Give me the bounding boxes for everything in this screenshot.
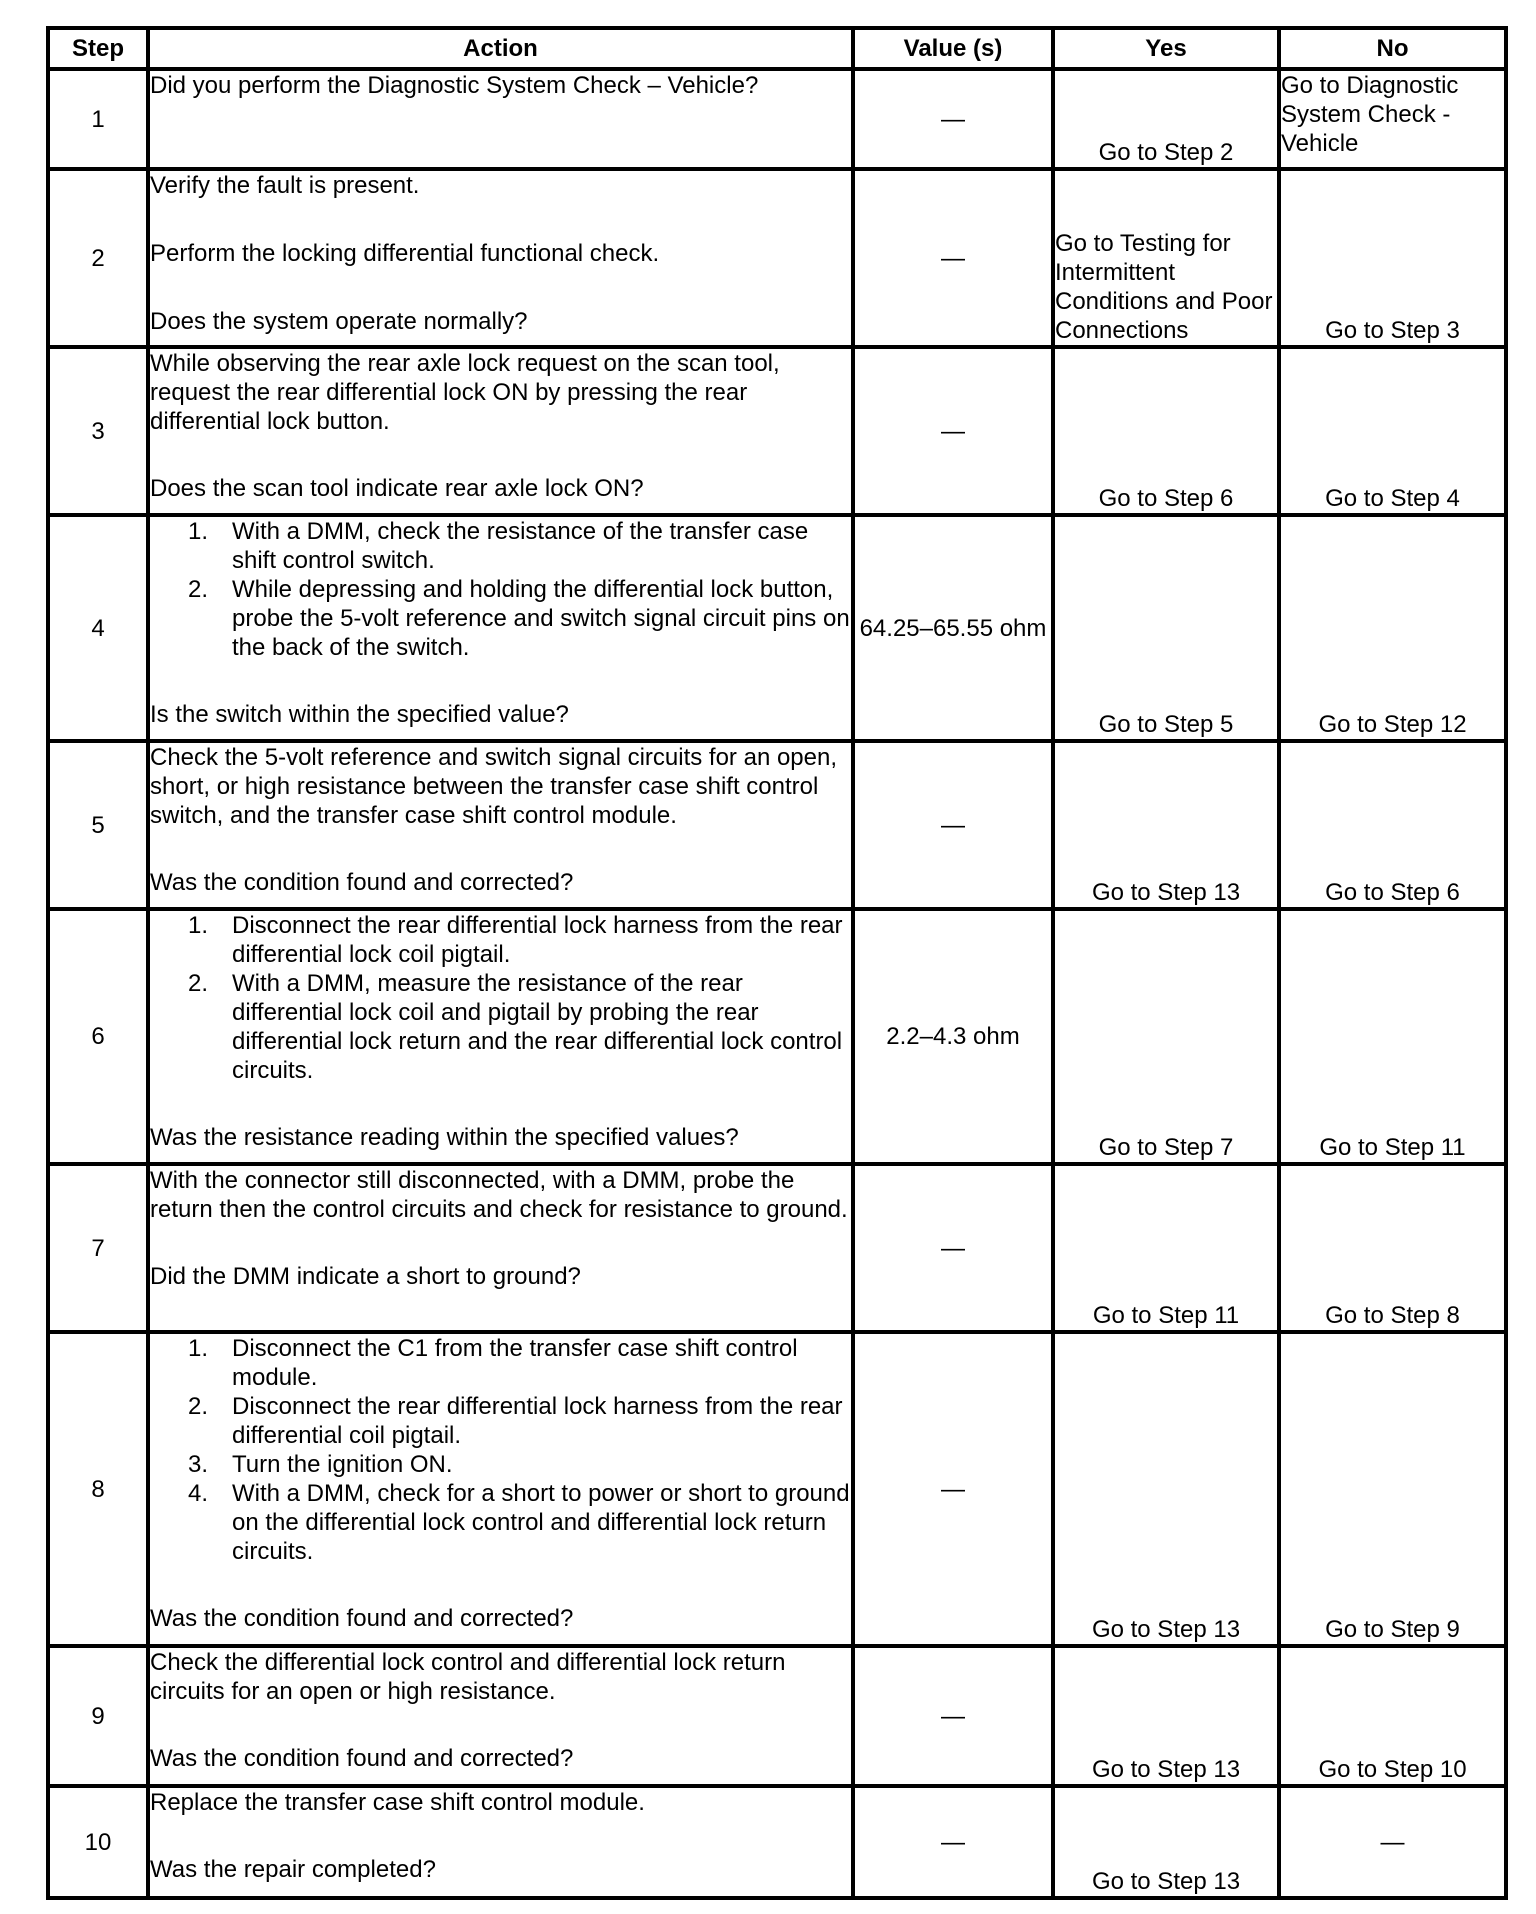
value-cell: —: [853, 741, 1053, 909]
no-cell: Go to Step 12: [1279, 515, 1506, 741]
yes-cell: Go to Step 6: [1053, 347, 1279, 515]
step-number: 7: [48, 1164, 148, 1332]
action-cell: [148, 69, 853, 169]
step-number: 8: [48, 1332, 148, 1646]
list-item: 2. While depressing and holding the differential lock button, probe the 5-volt reference and switch signal circuit pins on the back of the switch.: [187, 576, 850, 661]
action-cell: [148, 515, 853, 741]
action-question: Was the condition found and corrected?: [150, 1745, 574, 1772]
action-text: Did you perform the Diagnostic System Check – Vehicle?: [150, 72, 759, 99]
value-cell: —: [853, 69, 1053, 169]
table-row: [48, 1786, 1506, 1898]
step-number: 5: [48, 741, 148, 909]
yes-cell: Go to Step 11: [1053, 1164, 1279, 1332]
action-cell: [148, 1646, 853, 1786]
yes-cell: Go to Step 13: [1053, 1786, 1279, 1898]
action-steps-list: [150, 517, 851, 662]
no-cell: Go to Step 10: [1279, 1646, 1506, 1786]
yes-cell: Go to Step 13: [1053, 741, 1279, 909]
list-item: 1. Disconnect the rear differential lock harness from the rear differential lock coil pigtail.: [187, 912, 843, 968]
table-row: [48, 1164, 1506, 1332]
no-cell: Go to Step 11: [1279, 909, 1506, 1164]
action-question: Was the condition found and corrected?: [150, 869, 574, 896]
yes-cell: Go to Step 5: [1053, 515, 1279, 741]
action-cell: [148, 909, 853, 1164]
list-item: 4. With a DMM, check for a short to power or short to ground on the differential lock control and differential lock return circuits.: [187, 1480, 850, 1565]
yes-cell: Go to Testing for Intermittent Conditions and Poor Connections: [1053, 169, 1279, 347]
action-cell: [148, 347, 853, 515]
step-number: 2: [48, 169, 148, 347]
action-cell: [148, 1164, 853, 1332]
action-text: Check the differential lock control and differential lock return circuits for an open or high resistance.: [150, 1649, 786, 1705]
no-cell: Go to Step 3: [1279, 169, 1506, 347]
table-row: [48, 909, 1506, 1164]
table-row: [48, 1332, 1506, 1646]
yes-cell: Go to Step 13: [1053, 1646, 1279, 1786]
table-row: [48, 169, 1506, 347]
action-cell: [148, 1786, 853, 1898]
header-yes: Yes: [1053, 28, 1279, 69]
table-row: [48, 515, 1506, 741]
list-item: 1. With a DMM, check the resistance of the transfer case shift control switch.: [187, 518, 809, 574]
no-cell: —: [1279, 1786, 1506, 1898]
value-cell: —: [853, 1164, 1053, 1332]
action-text: Check the 5-volt reference and switch signal circuits for an open, short, or high resistance between the transfer case shift control switch, and the transfer case shift control module.: [150, 744, 838, 829]
header-row: [48, 28, 1506, 69]
yes-cell: Go to Step 13: [1053, 1332, 1279, 1646]
list-item: 2. With a DMM, measure the resistance of the rear differential lock coil and pigtail by probing the rear differential lock return and the rear differential lock control circuits.: [187, 970, 843, 1084]
action-text: While observing the rear axle lock request on the scan tool, request the rear differential lock ON by pressing the rear differential lock button.: [150, 350, 780, 435]
step-number: 6: [48, 909, 148, 1164]
diagnostic-table: [46, 26, 1508, 1900]
header-value: Value (s): [853, 28, 1053, 69]
action-cell: [148, 741, 853, 909]
step-number: 3: [48, 347, 148, 515]
action-text: Replace the transfer case shift control module.: [150, 1789, 645, 1816]
action-text: Verify the fault is present.: [150, 172, 420, 199]
value-cell: 64.25–65.55 ohm: [853, 515, 1053, 741]
no-cell: Go to Diagnostic System Check - Vehicle: [1279, 69, 1506, 169]
no-cell: Go to Step 6: [1279, 741, 1506, 909]
action-question: Does the scan tool indicate rear axle lock ON?: [150, 475, 644, 502]
action-question: Does the system operate normally?: [150, 308, 528, 335]
list-item: 3. Turn the ignition ON.: [187, 1451, 453, 1478]
table-row: [48, 69, 1506, 169]
action-question: Was the repair completed?: [150, 1856, 436, 1883]
step-number: 1: [48, 69, 148, 169]
action-question: Was the condition found and corrected?: [150, 1605, 574, 1632]
no-cell: Go to Step 9: [1279, 1332, 1506, 1646]
action-text: With the connector still disconnected, with a DMM, probe the return then the control circuits and check for resistance to ground.: [150, 1167, 848, 1223]
list-item: 1. Disconnect the C1 from the transfer case shift control module.: [187, 1335, 798, 1391]
action-steps-list: [150, 1334, 851, 1566]
step-number: 9: [48, 1646, 148, 1786]
action-text: Perform the locking differential functional check.: [150, 240, 660, 267]
value-cell: —: [853, 1332, 1053, 1646]
yes-cell: Go to Step 7: [1053, 909, 1279, 1164]
no-cell: Go to Step 4: [1279, 347, 1506, 515]
header-step: Step: [48, 28, 148, 69]
step-number: 10: [48, 1786, 148, 1898]
value-cell: 2.2–4.3 ohm: [853, 909, 1053, 1164]
value-cell: —: [853, 169, 1053, 347]
value-cell: —: [853, 347, 1053, 515]
action-question: Was the resistance reading within the specified values?: [150, 1124, 739, 1151]
action-cell: [148, 1332, 853, 1646]
header-action: Action: [148, 28, 853, 69]
value-cell: —: [853, 1646, 1053, 1786]
step-number: 4: [48, 515, 148, 741]
value-cell: —: [853, 1786, 1053, 1898]
action-question: Did the DMM indicate a short to ground?: [150, 1263, 581, 1290]
action-question: Is the switch within the specified value?: [150, 701, 569, 728]
list-item: 2. Disconnect the rear differential lock harness from the rear differential coil pigtail.: [187, 1393, 843, 1449]
table-row: [48, 741, 1506, 909]
action-cell: [148, 169, 853, 347]
yes-cell: Go to Step 2: [1053, 69, 1279, 169]
no-cell: Go to Step 8: [1279, 1164, 1506, 1332]
table-row: [48, 347, 1506, 515]
action-steps-list: [150, 911, 851, 1085]
header-no: No: [1279, 28, 1506, 69]
table-row: [48, 1646, 1506, 1786]
